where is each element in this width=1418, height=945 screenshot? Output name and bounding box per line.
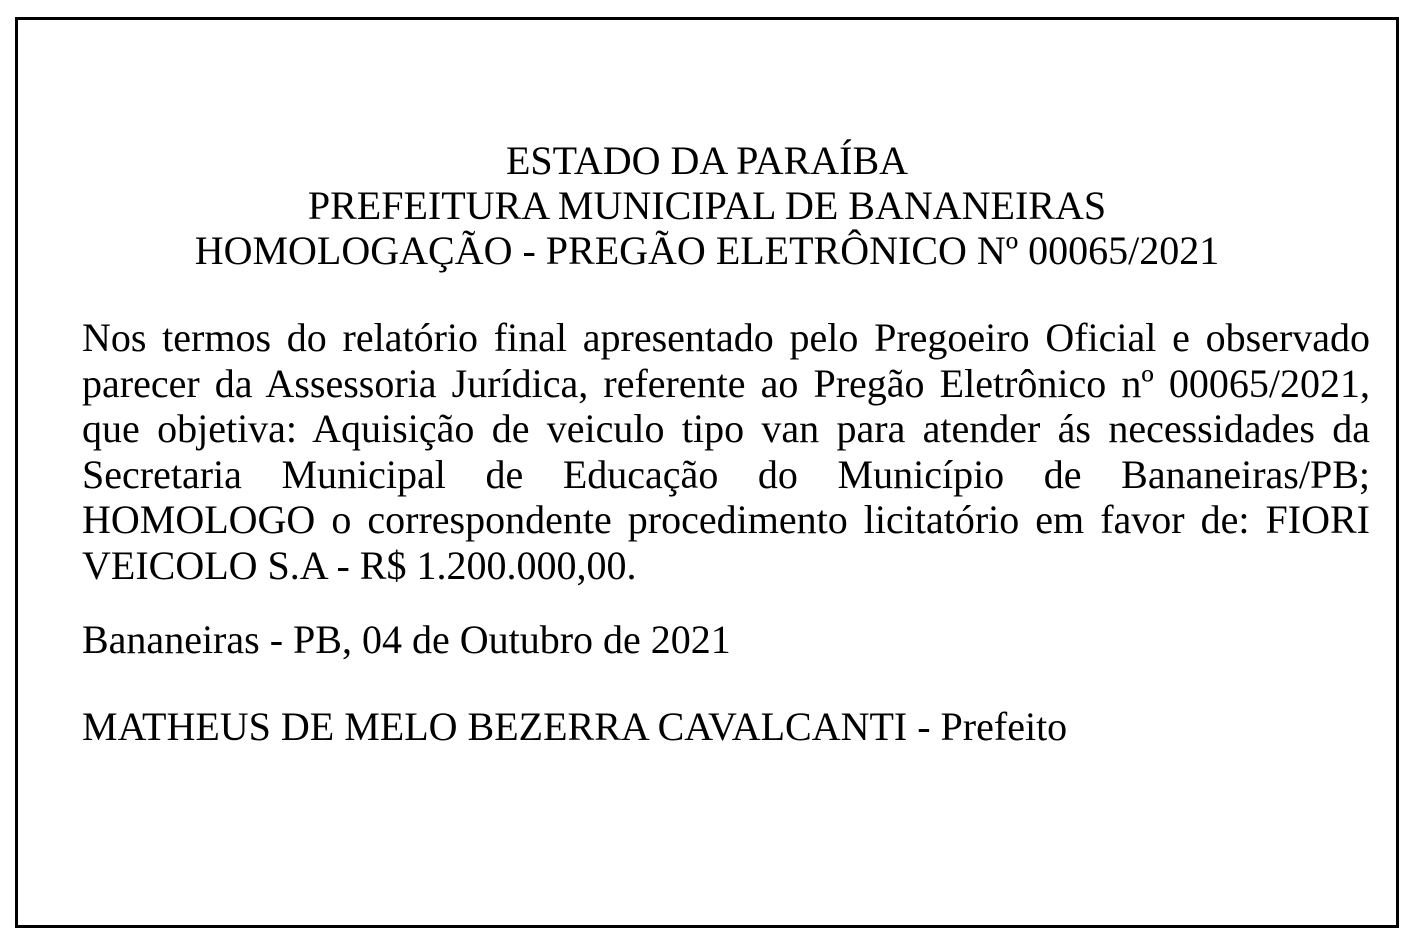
notice-date-line: Bananeiras - PB, 04 de Outubro de 2021 [82, 617, 731, 662]
header-municipality: PREFEITURA MUNICIPAL DE BANANEIRAS [307, 183, 1107, 228]
notice-frame [15, 17, 1399, 928]
notice-body-paragraph: Nos termos do relatório final apresentado pelo Pregoeiro Oficial e observado parecer da Assessoria Jurídica, referente ao Pregão Eletrônico nº 00065/2021, que objetiva: Aquisição de veiculo tipo van para atender ás necessidades da Secretaria Municipal de Educação do Município de Bananeiras/PB; HOMOLOGO o correspondente procedimento licitatório em favor de: FIORI VEICOLO S.A - R$ 1.200.000,00. [82, 315, 1370, 588]
header-title: HOMOLOGAÇÃO - PREGÃO ELETRÔNICO Nº 00065/2021 [194, 228, 1220, 273]
notice-header [18, 138, 1396, 273]
header-state: ESTADO DA PARAÍBA [505, 138, 909, 183]
notice-signature-line: MATHEUS DE MELO BEZERRA CAVALCANTI - Prefeito [82, 704, 1068, 749]
